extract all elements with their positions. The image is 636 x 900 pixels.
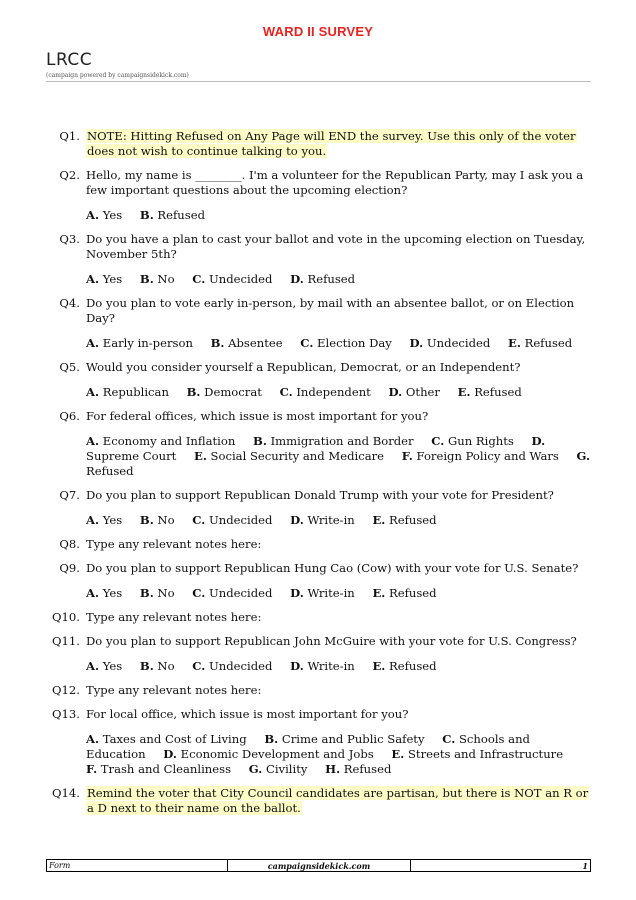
answer-option-letter: D. <box>290 272 304 286</box>
answer-option-letter: B. <box>139 208 154 222</box>
question-list <box>46 129 591 825</box>
answer-option[interactable] <box>372 513 436 527</box>
answer-option[interactable] <box>249 762 308 776</box>
answer-option[interactable] <box>211 336 283 350</box>
question-text: For local office, which issue is most important for you? <box>86 707 409 721</box>
answer-option-letter: F. <box>86 762 98 776</box>
answer-option[interactable] <box>86 762 231 776</box>
answer-option[interactable] <box>86 434 235 448</box>
answer-option-label: Refused <box>389 586 437 600</box>
powered-by-text: (campaign powered by campaignsidekick.com) <box>46 72 189 79</box>
answer-option[interactable] <box>290 272 355 286</box>
question-text-wrapper <box>86 683 591 698</box>
question-text-wrapper <box>86 634 591 649</box>
answer-option[interactable] <box>194 449 384 463</box>
answer-option-label: Foreign Policy and Wars <box>416 449 559 463</box>
answer-option[interactable] <box>140 208 205 222</box>
answer-option-letter: D. <box>290 513 304 527</box>
answer-option[interactable] <box>163 747 373 761</box>
answer-option-label: Early in-person <box>102 336 193 350</box>
answer-option-letter: B. <box>139 586 154 600</box>
answer-option-label: Refused <box>389 513 437 527</box>
answer-options <box>86 513 591 528</box>
answer-option[interactable] <box>402 449 559 463</box>
question-item <box>46 634 591 674</box>
answer-option-label: Crime and Public Safety <box>281 732 425 746</box>
answer-option-letter: B. <box>186 385 201 399</box>
question-note-text: Remind the voter that City Council candidates are partisan, but there is NOT an R or a D next to their name on the ballot. <box>87 786 589 815</box>
question-number: Q9. <box>59 561 80 575</box>
answer-option[interactable] <box>140 272 175 286</box>
question-text-wrapper <box>86 360 591 375</box>
question-number: Q2. <box>59 168 80 182</box>
question-text: Do you have a plan to cast your ballot and vote in the upcoming election on Tuesday, November 5th? <box>86 232 586 261</box>
answer-option-label: No <box>157 513 175 527</box>
answer-option-label: Other <box>405 385 440 399</box>
answer-option-letter: D. <box>163 747 177 761</box>
answer-option[interactable] <box>192 272 272 286</box>
answer-option-letter: C. <box>192 586 206 600</box>
answer-options <box>86 208 591 223</box>
question-text: Would you consider yourself a Republican, Democrat, or an Independent? <box>86 360 521 374</box>
answer-option[interactable] <box>86 586 122 600</box>
question-item <box>46 409 591 479</box>
answer-option-label: Write-in <box>307 659 355 673</box>
header-divider <box>46 81 591 82</box>
answer-option-letter: E. <box>372 513 386 527</box>
question-item <box>46 707 591 777</box>
answer-option-letter: E. <box>457 385 471 399</box>
answer-option[interactable] <box>372 586 436 600</box>
answer-option[interactable] <box>140 586 175 600</box>
answer-options <box>86 732 591 777</box>
answer-option-letter: B. <box>139 659 154 673</box>
question-text-wrapper <box>86 488 591 503</box>
answer-option-letter: C. <box>442 732 456 746</box>
org-name: LRCC <box>46 50 93 70</box>
answer-option-letter: B. <box>264 732 279 746</box>
answer-option-letter: C. <box>279 385 293 399</box>
question-number: Q1. <box>59 129 80 143</box>
question-number: Q11. <box>52 634 80 648</box>
answer-option-label: Economic Development and Jobs <box>180 747 374 761</box>
answer-option-label: Absentee <box>228 336 283 350</box>
answer-option[interactable] <box>290 513 355 527</box>
answer-option[interactable] <box>431 434 514 448</box>
question-number: Q5. <box>59 360 80 374</box>
answer-option-letter: E. <box>372 586 386 600</box>
answer-option[interactable] <box>86 385 169 399</box>
question-text: For federal offices, which issue is most important for you? <box>86 409 429 423</box>
answer-option[interactable] <box>389 385 440 399</box>
question-number: Q10. <box>52 610 80 624</box>
question-number: Q14. <box>52 786 80 800</box>
answer-option-label: No <box>157 586 175 600</box>
question-text-wrapper <box>86 168 591 198</box>
answer-option-letter: B. <box>210 336 225 350</box>
answer-option-letter: E. <box>193 449 207 463</box>
answer-option-label: Refused <box>157 208 206 222</box>
question-text-wrapper <box>86 786 591 816</box>
answer-option-label: Undecided <box>426 336 491 350</box>
answer-option-letter: D. <box>388 385 403 399</box>
answer-option-letter: A. <box>86 336 100 350</box>
answer-option[interactable] <box>187 385 262 399</box>
question-text-wrapper <box>86 610 591 625</box>
question-text-wrapper <box>86 409 591 424</box>
answer-options <box>86 385 591 400</box>
question-text-wrapper <box>86 537 591 552</box>
answer-option-label: Republican <box>102 385 169 399</box>
answer-option-label: Yes <box>102 272 123 286</box>
answer-option-label: Write-in <box>307 513 355 527</box>
answer-option-label: Social Security and Medicare <box>210 449 385 463</box>
question-note-text: NOTE: Hitting Refused on Any Page will END the survey. Use this only of the voter does not wish to continue talking to you. <box>87 129 576 158</box>
answer-option-letter: E. <box>372 659 386 673</box>
question-text-wrapper <box>86 296 591 326</box>
answer-option-label: Democrat <box>204 385 262 399</box>
answer-option-label: No <box>157 272 175 286</box>
answer-option-label: Refused <box>86 464 134 478</box>
question-item <box>46 561 591 601</box>
answer-option-letter: G. <box>248 762 263 776</box>
answer-options <box>86 586 591 601</box>
answer-option-letter: E. <box>391 747 405 761</box>
answer-option-label: Yes <box>102 659 123 673</box>
answer-option[interactable] <box>290 586 355 600</box>
page-footer <box>46 859 591 872</box>
answer-option[interactable] <box>140 513 175 527</box>
answer-option[interactable] <box>458 385 522 399</box>
answer-option-label: Yes <box>102 208 123 222</box>
answer-option-letter: A. <box>86 659 100 673</box>
answer-option[interactable] <box>192 586 272 600</box>
answer-option-label: Refused <box>307 272 356 286</box>
answer-option-letter: C. <box>431 434 445 448</box>
question-text: Do you plan to support Republican Donald Trump with your vote for President? <box>86 488 554 502</box>
question-number: Q6. <box>59 409 80 423</box>
answer-option[interactable] <box>86 272 122 286</box>
answer-option-label: Refused <box>474 385 522 399</box>
answer-options <box>86 434 591 479</box>
question-text: Type any relevant notes here: <box>86 537 262 551</box>
answer-option-letter: A. <box>86 434 100 448</box>
answer-option[interactable] <box>86 336 193 350</box>
answer-option-letter: D. <box>409 336 424 350</box>
answer-option[interactable] <box>290 659 355 673</box>
answer-option-letter: C. <box>192 513 206 527</box>
answer-option-letter: B. <box>139 272 154 286</box>
question-number: Q13. <box>52 707 80 721</box>
answer-option[interactable] <box>86 208 122 222</box>
question-text-wrapper <box>86 129 591 159</box>
answer-option-letter: C. <box>300 336 314 350</box>
answer-option-label: Schools and Education <box>86 732 530 761</box>
answer-option[interactable] <box>264 732 424 746</box>
answer-option-letter: D. <box>531 434 546 448</box>
question-number: Q8. <box>59 537 80 551</box>
answer-option-letter: A. <box>86 513 100 527</box>
footer-page-number: 1 <box>582 860 588 871</box>
answer-option-letter: D. <box>290 586 304 600</box>
footer-site-link[interactable]: campaignsidekick.com <box>228 860 411 871</box>
answer-option-label: Civility <box>265 762 308 776</box>
answer-option[interactable] <box>192 513 272 527</box>
question-text-wrapper <box>86 232 591 262</box>
answer-option-label: Streets and Infrastructure <box>407 747 564 761</box>
question-item <box>46 488 591 528</box>
question-text: Do you plan to support Republican Hung Cao (Cow) with your vote for U.S. Senate? <box>86 561 579 575</box>
question-number: Q12. <box>52 683 80 697</box>
question-item <box>46 683 591 698</box>
answer-option-label: Refused <box>343 762 392 776</box>
question-item <box>46 786 591 816</box>
answer-option-label: Gun Rights <box>448 434 514 448</box>
answer-option[interactable] <box>253 434 414 448</box>
answer-option-label: No <box>157 659 175 673</box>
answer-option[interactable] <box>410 336 491 350</box>
question-item <box>46 610 591 625</box>
question-item <box>46 129 591 159</box>
answer-option-letter: A. <box>86 732 100 746</box>
question-item <box>46 296 591 351</box>
answer-option-label: Undecided <box>208 659 273 673</box>
answer-option[interactable] <box>325 762 391 776</box>
footer-form-label: Form <box>47 860 228 871</box>
answer-option[interactable] <box>508 336 572 350</box>
answer-option[interactable] <box>280 385 371 399</box>
answer-option[interactable] <box>86 659 122 673</box>
answer-option-letter: D. <box>290 659 304 673</box>
answer-option-label: Election Day <box>317 336 392 350</box>
answer-option-label: Yes <box>102 586 123 600</box>
answer-option-letter: A. <box>86 272 100 286</box>
answer-option-letter: A. <box>86 385 100 399</box>
answer-option-label: Independent <box>296 385 371 399</box>
answer-option[interactable] <box>86 513 122 527</box>
answer-option-label: Refused <box>524 336 573 350</box>
answer-option-letter: C. <box>192 272 206 286</box>
answer-option-label: Supreme Court <box>86 449 177 463</box>
answer-option-label: Write-in <box>307 586 355 600</box>
answer-option-letter: C. <box>192 659 206 673</box>
answer-option-letter: B. <box>253 434 267 448</box>
question-text-wrapper <box>86 561 591 576</box>
answer-option-label: Yes <box>102 513 123 527</box>
answer-option-label: Economy and Inflation <box>102 434 236 448</box>
answer-option-label: Undecided <box>208 586 273 600</box>
answer-option-letter: B. <box>139 513 154 527</box>
answer-option[interactable] <box>391 747 563 761</box>
answer-options <box>86 336 591 351</box>
question-text: Do you plan to support Republican John McGuire with your vote for U.S. Congress? <box>86 634 577 648</box>
question-text: Hello, my name is ________. I'm a volunteer for the Republican Party, may I ask you a few important questions about the upcoming election? <box>86 168 584 197</box>
answer-options <box>86 272 591 287</box>
question-text: Do you plan to vote early in-person, by mail with an absentee ballot, or on Election Day? <box>86 296 575 325</box>
answer-option[interactable] <box>300 336 392 350</box>
question-text-wrapper <box>86 707 591 722</box>
question-item <box>46 537 591 552</box>
answer-option-letter: A. <box>86 586 100 600</box>
answer-option-letter: G. <box>576 449 591 463</box>
question-text: Type any relevant notes here: <box>86 683 262 697</box>
answer-option-label: Undecided <box>208 272 273 286</box>
answer-option-letter: E. <box>508 336 521 350</box>
answer-option[interactable] <box>86 732 247 746</box>
question-number: Q3. <box>59 232 80 246</box>
answer-option-label: Immigration and Border <box>270 434 414 448</box>
answer-option[interactable] <box>140 659 175 673</box>
question-item <box>46 232 591 287</box>
answer-option-label: Taxes and Cost of Living <box>102 732 247 746</box>
question-item <box>46 360 591 400</box>
answer-options <box>86 659 591 674</box>
answer-option-label: Undecided <box>208 513 273 527</box>
question-number: Q7. <box>59 488 80 502</box>
answer-option[interactable] <box>192 659 272 673</box>
answer-option-letter: H. <box>325 762 341 776</box>
answer-option-letter: A. <box>86 208 100 222</box>
survey-title: WARD II SURVEY <box>262 24 374 39</box>
answer-option[interactable] <box>372 659 436 673</box>
answer-option-label: Refused <box>389 659 437 673</box>
answer-option-letter: F. <box>401 449 413 463</box>
question-item <box>46 168 591 223</box>
question-number: Q4. <box>59 296 80 310</box>
question-text: Type any relevant notes here: <box>86 610 262 624</box>
answer-option-label: Trash and Cleanliness <box>100 762 232 776</box>
